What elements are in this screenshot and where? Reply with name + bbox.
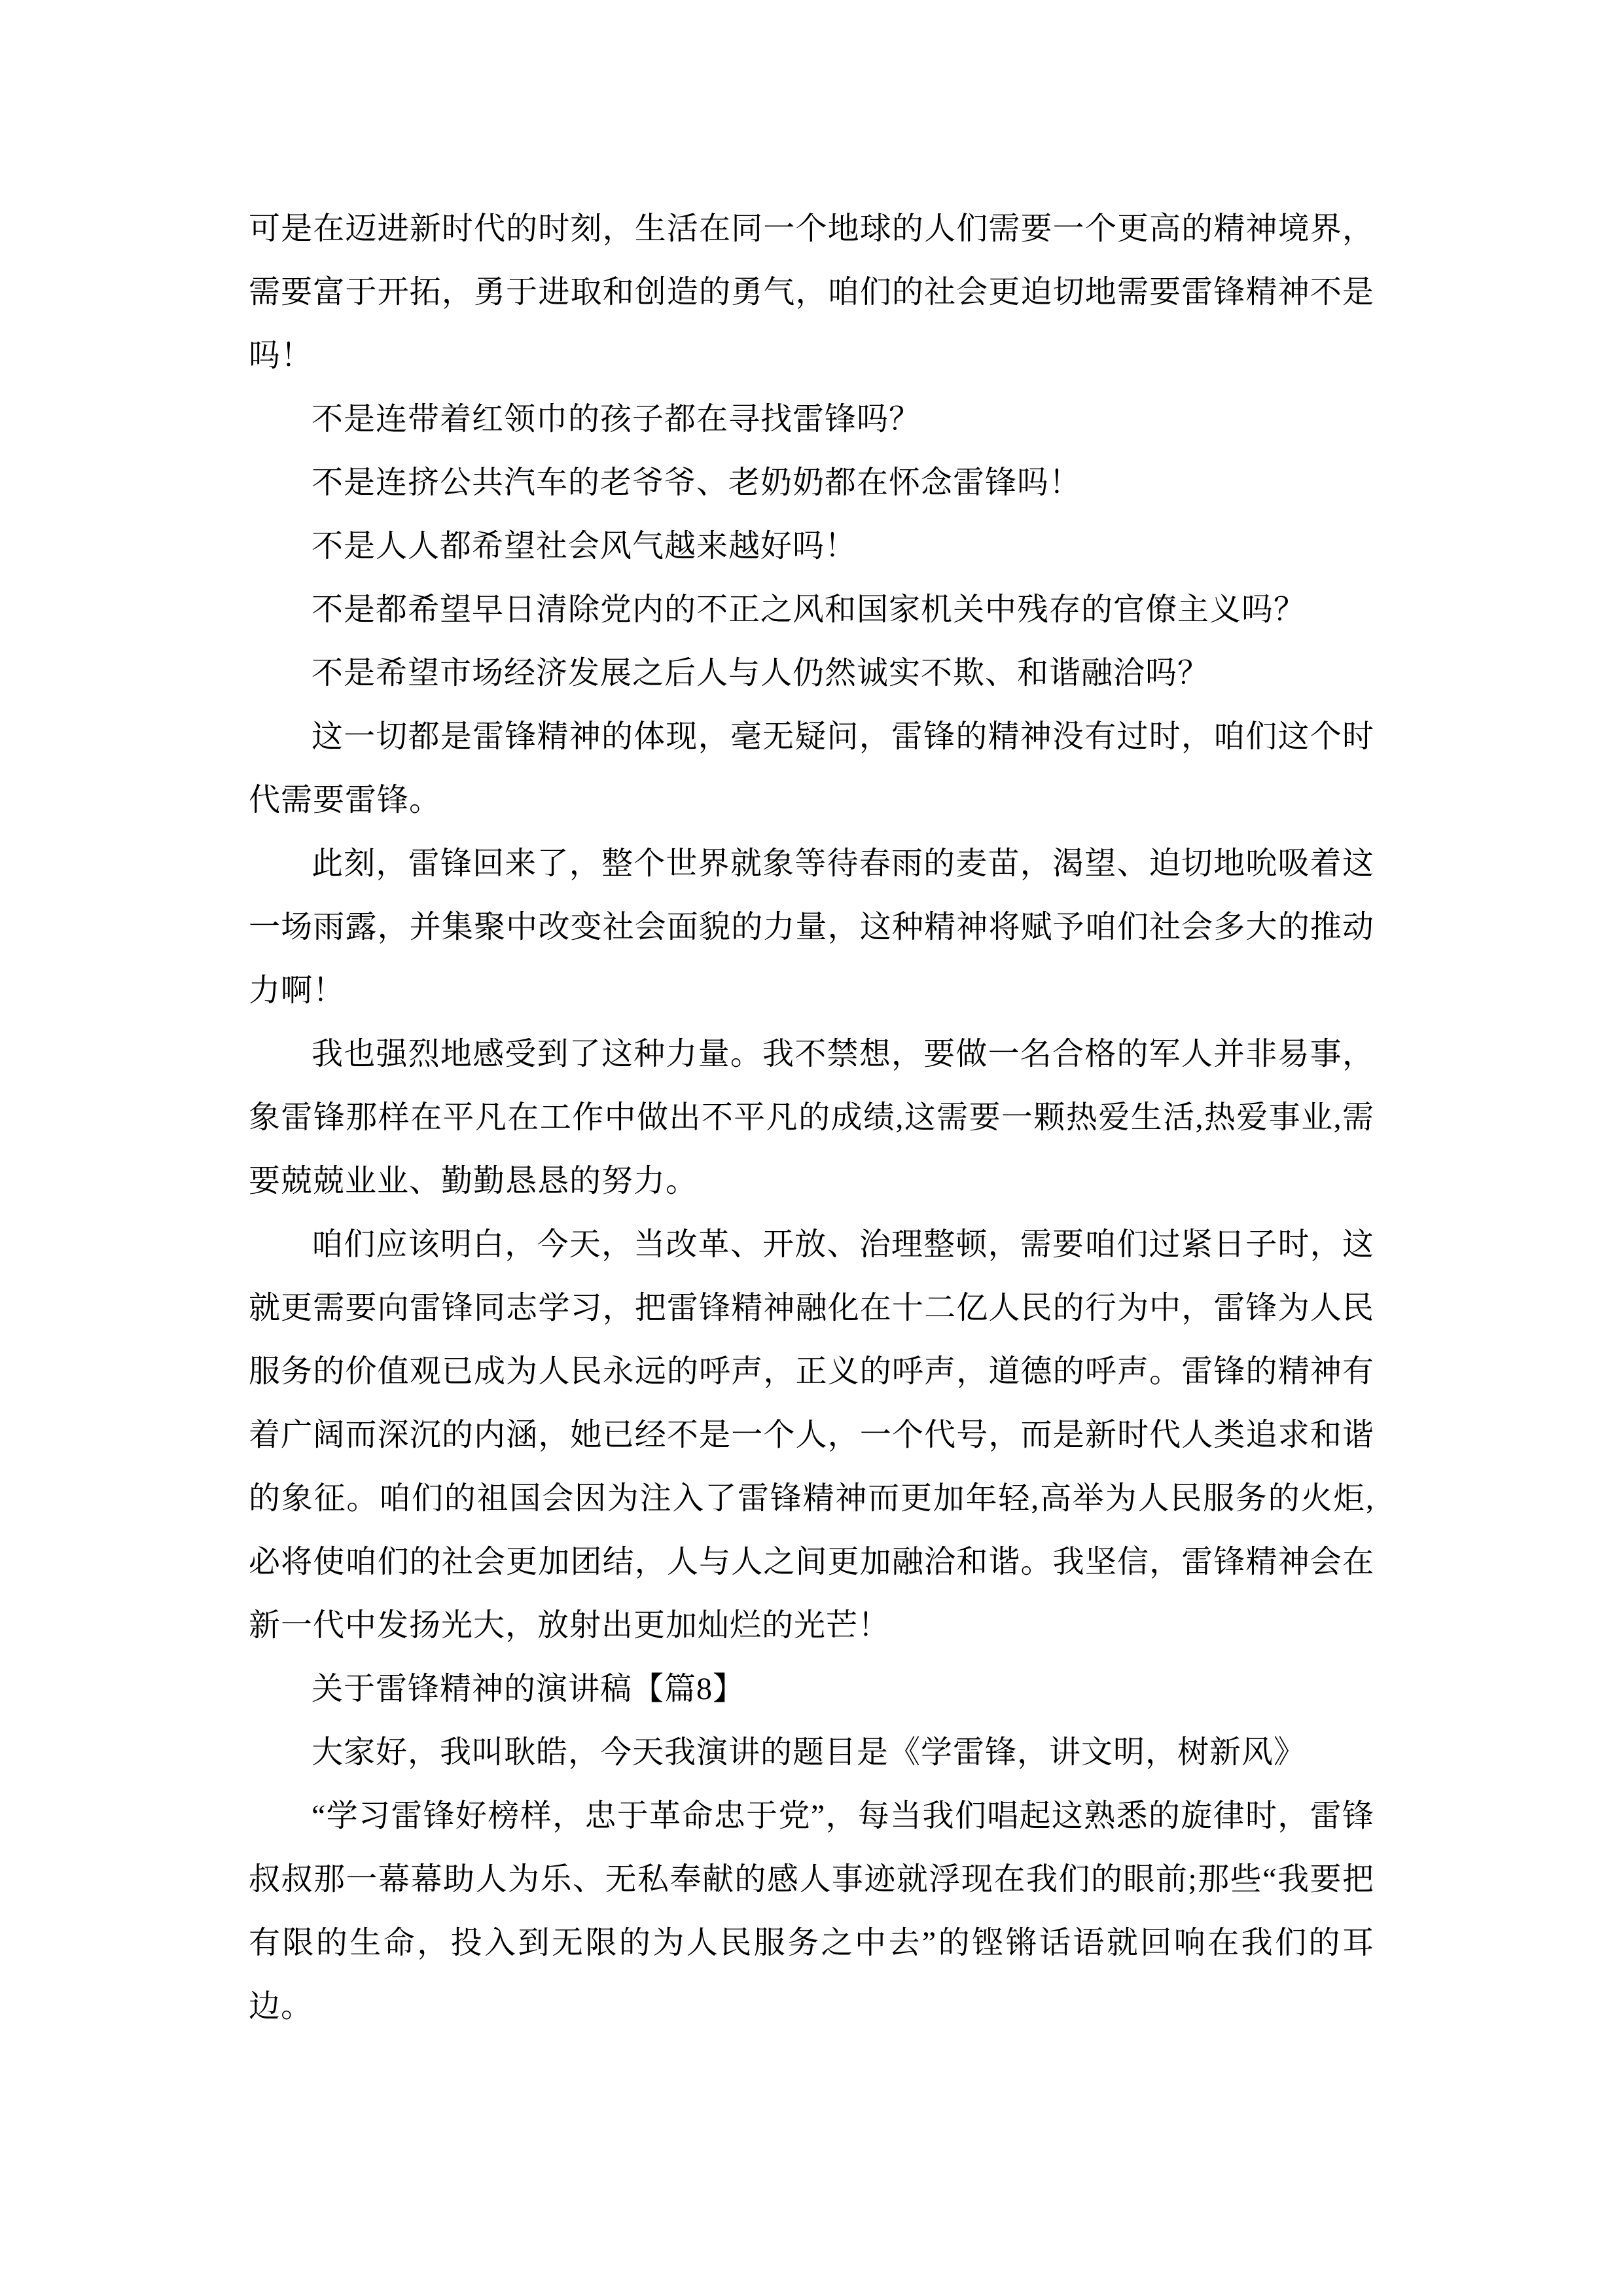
paragraph-summary: 这一切都是雷锋精神的体现，毫无疑问，雷锋的精神没有过时，咱们这个时代需要雷锋。 [249,719,1374,817]
section-heading-speech-8: 关于雷锋精神的演讲稿【篇8】 [312,1672,745,1706]
paragraph-call-to-learn: 咱们应该明白，今天，当改革、开放、治理整顿，需要咱们过紧日子时，这就更需要向雷锋同志学习，把雷锋精神融化在十二亿人民的行为中，雷锋为人民服务的价值观已成为人民永远的呼声，正义的呼声，道德的呼声。雷锋的精神有着广阔而深沉的内涵，她已经不是一个人，一个代号，而是新时代人类追求和谐的象征。咱们的祖国会因为注入了雷锋精神而更加年轻,高举为人民服务的火炬,必将使咱们的社会更加团结，人与人之间更加融洽和谐。我坚信，雷锋精神会在新一代中发扬光大，放射出更加灿烂的光芒！ [249,1227,1374,1643]
paragraph-leifeng-returns: 此刻，雷锋回来了，整个世界就象等待春雨的麦苗，渴望、迫切地吮吸着这一场雨露，并集聚中改变社会面貌的力量，这种精神将赋予咱们社会多大的推动力啊！ [249,846,1374,1008]
paragraph-question-3: 不是人人都希望社会风气越来越好吗！ [312,529,857,564]
paragraph-personal-feeling: 我也强烈地感受到了这种力量。我不禁想，要做一名合格的军人并非易事，象雷锋那样在平凡在工作中做出不平凡的成绩,这需要一颗热爱生活,热爱事业,需要兢兢业业、勤勤恳恳的努力。 [249,1037,1374,1198]
paragraph-song-quote: “学习雷锋好榜样，忠于革命忠于党”，每当我们唱起这熟悉的旋律时，雷锋叔叔那一幕幕助人为乐、无私奉献的感人事迹就浮现在我们的眼前;那些“我要把有限的生命，投入到无限的为人民服务之中去”的铿锵话语就回响在我们的耳边。 [249,1799,1374,2024]
paragraph-question-1: 不是连带着红领巾的孩子都在寻找雷锋吗？ [312,402,921,437]
paragraph-greeting: 大家好，我叫耿皓，今天我演讲的题目是《学雷锋，讲文明，树新风》 [312,1735,1306,1770]
paragraph-continuation: 可是在迈进新时代的时刻，生活在同一个地球的人们需要一个更高的精神境界，需要富于开拓，勇于进取和创造的勇气，咱们的社会更迫切地需要雷锋精神不是吗！ [249,211,1374,373]
paragraph-question-2: 不是连挤公共汽车的老爷爷、老奶奶都在怀念雷锋吗！ [312,465,1082,500]
paragraph-question-5: 不是希望市场经济发展之后人与人仍然诚实不欺、和谐融洽吗？ [312,656,1210,691]
paragraph-question-4: 不是都希望早日清除党内的不正之风和国家机关中残存的官僚主义吗？ [312,592,1306,627]
